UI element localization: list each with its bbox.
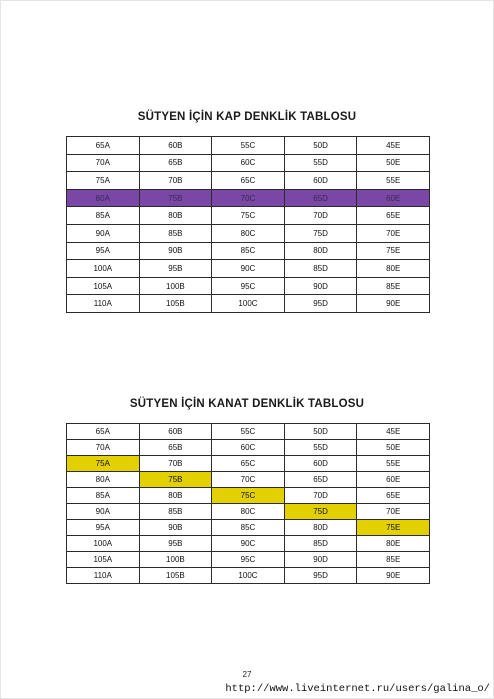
table-cell: 55D: [284, 154, 357, 172]
table-cell: 105A: [67, 277, 140, 295]
table-cell: 85D: [284, 260, 357, 278]
table-cell: 70B: [139, 172, 212, 190]
table-cell: 45E: [357, 424, 430, 440]
table-cell: 55D: [284, 440, 357, 456]
table-cell: 100B: [139, 277, 212, 295]
table-cell-highlighted: 75C: [212, 488, 285, 504]
table-cell: 65E: [357, 488, 430, 504]
table-cell: 80D: [284, 520, 357, 536]
table-row: [67, 224, 430, 242]
table-row: [67, 472, 430, 488]
table-cell: 65C: [212, 456, 285, 472]
table-cell: 65D: [284, 189, 357, 207]
table-cell: 90E: [357, 568, 430, 584]
table-row: [67, 295, 430, 313]
table-cell: 105B: [139, 295, 212, 313]
table-cell: 70A: [67, 440, 140, 456]
table-cell: 110A: [67, 295, 140, 313]
table-cell: 85E: [357, 277, 430, 295]
table-row: [67, 536, 430, 552]
table-row: [67, 137, 430, 155]
table-cell: 65A: [67, 424, 140, 440]
table-cell: 65B: [139, 440, 212, 456]
table-cell: 80A: [67, 472, 140, 488]
table-row: [67, 207, 430, 225]
kanat-size-table: [66, 423, 430, 584]
table-cell: 55C: [212, 424, 285, 440]
table-cell: 70E: [357, 504, 430, 520]
table-cell: 100A: [67, 536, 140, 552]
table-cell: 85D: [284, 536, 357, 552]
table-cell: 80B: [139, 207, 212, 225]
table-row: [67, 277, 430, 295]
table-cell: 70A: [67, 154, 140, 172]
table-cell: 60C: [212, 440, 285, 456]
table-cell: 50D: [284, 424, 357, 440]
table-cell: 65E: [357, 207, 430, 225]
table-cell: 90C: [212, 260, 285, 278]
table-cell: 60D: [284, 456, 357, 472]
table-cell-highlighted: 75B: [139, 472, 212, 488]
kap-size-table: [66, 136, 430, 313]
table-cell: 90B: [139, 520, 212, 536]
table-row: [67, 424, 430, 440]
table-row: [67, 440, 430, 456]
table-row: [67, 568, 430, 584]
table-cell-highlighted: 75D: [284, 504, 357, 520]
table-cell: 105A: [67, 552, 140, 568]
table-cell: 85E: [357, 552, 430, 568]
table-row: [67, 260, 430, 278]
table-cell: 60E: [357, 189, 430, 207]
table-cell: 55C: [212, 137, 285, 155]
table-row: [67, 172, 430, 190]
table-cell: 65C: [212, 172, 285, 190]
table-row-highlighted: [67, 189, 430, 207]
table-cell: 95A: [67, 242, 140, 260]
table-cell: 55E: [357, 172, 430, 190]
table-cell: 70C: [212, 472, 285, 488]
table-cell: 70B: [139, 456, 212, 472]
table-cell: 75A: [67, 172, 140, 190]
table-row: [67, 552, 430, 568]
table-cell: 95B: [139, 260, 212, 278]
table-cell: 90D: [284, 277, 357, 295]
table-cell: 110A: [67, 568, 140, 584]
table-cell: 95D: [284, 568, 357, 584]
table-cell: 60B: [139, 137, 212, 155]
watermark-url: http://www.liveinternet.ru/users/galina_o/: [225, 683, 490, 695]
table-cell: 90C: [212, 536, 285, 552]
table-cell: 100C: [212, 295, 285, 313]
table-cell: 80A: [67, 189, 140, 207]
table-cell: 70E: [357, 224, 430, 242]
table-cell: 105B: [139, 568, 212, 584]
table-row: [67, 488, 430, 504]
table-cell: 85B: [139, 224, 212, 242]
table-cell: 60E: [357, 472, 430, 488]
table-cell: 80E: [357, 260, 430, 278]
table-cell: 90A: [67, 504, 140, 520]
table-cell: 65A: [67, 137, 140, 155]
table-cell: 85A: [67, 207, 140, 225]
page-number: 27: [242, 670, 252, 679]
table-cell: 95C: [212, 277, 285, 295]
table-cell: 85C: [212, 242, 285, 260]
table-cell: 65B: [139, 154, 212, 172]
table-cell: 95A: [67, 520, 140, 536]
table-cell: 80E: [357, 536, 430, 552]
table-cell: 75E: [357, 242, 430, 260]
table-cell: 90E: [357, 295, 430, 313]
table-cell: 70D: [284, 207, 357, 225]
table-cell: 60D: [284, 172, 357, 190]
table-cell: 75D: [284, 224, 357, 242]
table-row: [67, 242, 430, 260]
table-row: [67, 504, 430, 520]
table-cell: 50E: [357, 440, 430, 456]
table-cell: 70C: [212, 189, 285, 207]
table-row: [67, 456, 430, 472]
table-row: [67, 520, 430, 536]
table-cell: 50E: [357, 154, 430, 172]
table-cell: 90D: [284, 552, 357, 568]
table-cell: 75B: [139, 189, 212, 207]
table-cell: 95C: [212, 552, 285, 568]
table-cell: 95B: [139, 536, 212, 552]
table-cell: 80D: [284, 242, 357, 260]
table-cell: 100B: [139, 552, 212, 568]
table-cell: 85B: [139, 504, 212, 520]
table-cell: 100C: [212, 568, 285, 584]
table-cell: 80C: [212, 504, 285, 520]
table-cell: 80C: [212, 224, 285, 242]
kanat-table-title: SÜTYEN İÇİN KANAT DENKLİK TABLOSU: [129, 398, 365, 410]
table-cell: 60C: [212, 154, 285, 172]
table-cell: 95D: [284, 295, 357, 313]
table-cell: 65D: [284, 472, 357, 488]
table-cell: 85A: [67, 488, 140, 504]
table-cell: 80B: [139, 488, 212, 504]
table-cell-highlighted: 75E: [357, 520, 430, 536]
table-cell: 100A: [67, 260, 140, 278]
table-cell: 70D: [284, 488, 357, 504]
table-cell: 85C: [212, 520, 285, 536]
table-cell: 55E: [357, 456, 430, 472]
table-cell: 50D: [284, 137, 357, 155]
table-cell: 90B: [139, 242, 212, 260]
table-cell: 45E: [357, 137, 430, 155]
table-cell-highlighted: 75A: [67, 456, 140, 472]
table-cell: 75C: [212, 207, 285, 225]
table-cell: 90A: [67, 224, 140, 242]
kap-table-title: SÜTYEN İÇİN KAP DENKLİK TABLOSU: [137, 111, 357, 123]
table-row: [67, 154, 430, 172]
table-cell: 60B: [139, 424, 212, 440]
